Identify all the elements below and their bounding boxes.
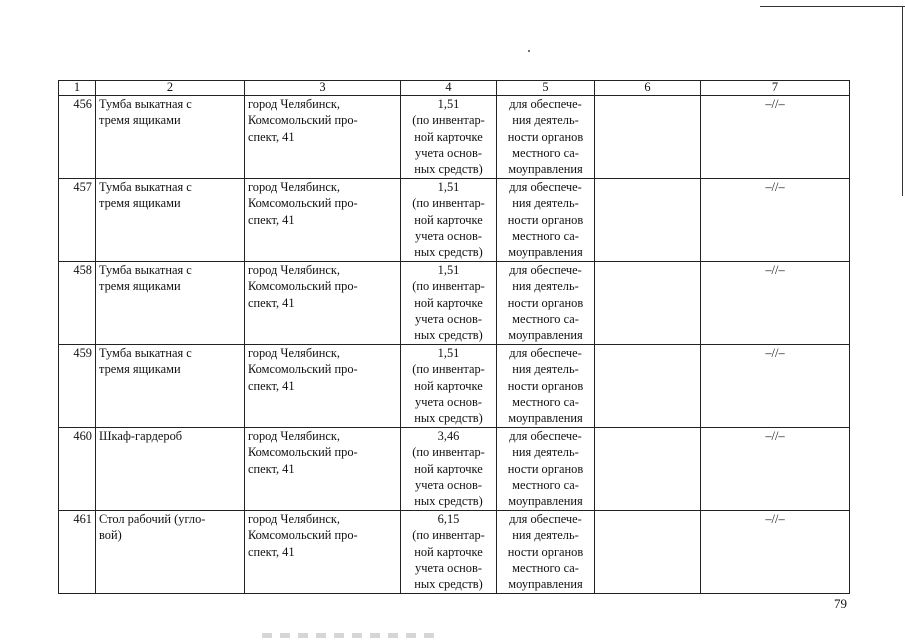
row-number: 457: [59, 179, 96, 262]
purpose-cell: [497, 262, 595, 345]
column-6-cell: [595, 345, 701, 428]
purpose-line: для обеспече-: [509, 512, 582, 526]
scan-speck: [528, 50, 530, 52]
address-line: спект, 41: [248, 461, 295, 476]
value-line: 1,51: [437, 346, 460, 360]
row-number: 458: [59, 262, 96, 345]
address-line: спект, 41: [248, 544, 295, 559]
value-line: ных средств): [414, 245, 483, 260]
value-line: ной карточке: [414, 212, 483, 227]
purpose-line: ния деятель-: [512, 362, 579, 377]
row-number: 460: [59, 428, 96, 511]
ditto-mark-cell: –//–: [701, 345, 850, 428]
item-name-cell: [96, 96, 245, 179]
value-line: ных средств): [414, 162, 483, 177]
address-line: Комсомольский про-: [248, 362, 358, 377]
purpose-line: ния деятель-: [512, 113, 579, 128]
address-line: город Челябинск,: [248, 512, 341, 526]
address-line: город Челябинск,: [248, 263, 341, 277]
purpose-line: ния деятель-: [512, 196, 579, 211]
address-line: спект, 41: [248, 212, 295, 227]
address-line: Комсомольский про-: [248, 196, 358, 211]
address-line: Комсомольский про-: [248, 113, 358, 128]
header-row: [59, 81, 850, 96]
address-line: спект, 41: [248, 295, 295, 310]
value-cell: [401, 511, 497, 594]
value-cell: [401, 428, 497, 511]
address-cell: [245, 262, 401, 345]
purpose-line: местного са-: [512, 477, 579, 492]
value-line: 1,51: [437, 180, 460, 194]
ditto-mark-cell: –//–: [701, 96, 850, 179]
purpose-line: ности органов: [507, 378, 584, 393]
item-name-line: Тумба выкатная с: [99, 346, 192, 360]
item-name-line: тремя ящиками: [99, 113, 181, 128]
column-6-cell: [595, 179, 701, 262]
value-line: (по инвентар-: [412, 279, 485, 294]
column-header: 4: [401, 81, 497, 96]
purpose-line: моуправления: [508, 411, 583, 426]
value-line: ной карточке: [414, 129, 483, 144]
purpose-line: ния деятель-: [512, 445, 579, 460]
value-line: учета основ-: [415, 560, 482, 575]
ditto-mark-cell: –//–: [701, 511, 850, 594]
purpose-line: для обеспече-: [509, 346, 582, 360]
purpose-line: местного са-: [512, 560, 579, 575]
value-line: ной карточке: [414, 295, 483, 310]
item-name-line: тремя ящиками: [99, 362, 181, 377]
value-line: (по инвентар-: [412, 362, 485, 377]
scan-edge-line-right: [902, 6, 903, 196]
column-header: 3: [245, 81, 401, 96]
address-cell: [245, 511, 401, 594]
value-line: 1,51: [437, 97, 460, 111]
value-line: (по инвентар-: [412, 528, 485, 543]
item-name-cell: [96, 511, 245, 594]
table-body: [59, 96, 850, 594]
column-header: 2: [96, 81, 245, 96]
value-cell: [401, 262, 497, 345]
purpose-cell: [497, 96, 595, 179]
purpose-line: для обеспече-: [509, 97, 582, 111]
purpose-line: моуправления: [508, 162, 583, 177]
address-line: город Челябинск,: [248, 346, 341, 360]
column-6-cell: [595, 262, 701, 345]
row-number: 456: [59, 96, 96, 179]
purpose-line: местного са-: [512, 311, 579, 326]
value-cell: [401, 345, 497, 428]
value-line: ных средств): [414, 411, 483, 426]
table-row: [59, 345, 850, 428]
item-name-cell: [96, 345, 245, 428]
item-name-line: Тумба выкатная с: [99, 180, 192, 194]
purpose-line: ности органов: [507, 212, 584, 227]
value-line: ной карточке: [414, 544, 483, 559]
value-line: учета основ-: [415, 477, 482, 492]
value-line: ных средств): [414, 494, 483, 509]
table-row: [59, 179, 850, 262]
item-name-line: Стол рабочий (угло-: [99, 512, 206, 526]
column-6-cell: [595, 511, 701, 594]
item-name-cell: [96, 428, 245, 511]
item-name-line: Шкаф-гардероб: [99, 429, 183, 443]
purpose-line: ности органов: [507, 461, 584, 476]
item-name-line: Тумба выкатная с: [99, 97, 192, 111]
column-6-cell: [595, 96, 701, 179]
value-line: 3,46: [437, 429, 460, 443]
table-row: [59, 96, 850, 179]
purpose-line: моуправления: [508, 328, 583, 343]
purpose-line: ния деятель-: [512, 528, 579, 543]
purpose-cell: [497, 428, 595, 511]
column-header: 1: [59, 81, 96, 96]
purpose-line: местного са-: [512, 145, 579, 160]
value-line: (по инвентар-: [412, 113, 485, 128]
address-line: Комсомольский про-: [248, 279, 358, 294]
value-line: учета основ-: [415, 228, 482, 243]
address-cell: [245, 179, 401, 262]
item-name-line: тремя ящиками: [99, 279, 181, 294]
address-line: город Челябинск,: [248, 429, 341, 443]
value-line: 6,15: [437, 512, 460, 526]
value-line: учета основ-: [415, 394, 482, 409]
purpose-line: для обеспече-: [509, 263, 582, 277]
value-line: ных средств): [414, 577, 483, 592]
value-line: ной карточке: [414, 378, 483, 393]
ditto-mark-cell: –//–: [701, 262, 850, 345]
purpose-line: ности органов: [507, 129, 584, 144]
purpose-line: моуправления: [508, 245, 583, 260]
value-line: ной карточке: [414, 461, 483, 476]
purpose-line: для обеспече-: [509, 429, 582, 443]
column-6-cell: [595, 428, 701, 511]
address-cell: [245, 428, 401, 511]
page-number: 79: [834, 596, 847, 611]
address-line: город Челябинск,: [248, 180, 341, 194]
value-line: 1,51: [437, 263, 460, 277]
column-header: 5: [497, 81, 595, 96]
address-cell: [245, 96, 401, 179]
table-row: [59, 262, 850, 345]
purpose-line: моуправления: [508, 494, 583, 509]
address-line: спект, 41: [248, 129, 295, 144]
purpose-line: местного са-: [512, 228, 579, 243]
purpose-line: местного са-: [512, 394, 579, 409]
inventory-table: [58, 80, 850, 594]
value-line: (по инвентар-: [412, 445, 485, 460]
value-line: ных средств): [414, 328, 483, 343]
address-cell: [245, 345, 401, 428]
item-name-cell: [96, 179, 245, 262]
purpose-cell: [497, 179, 595, 262]
value-line: учета основ-: [415, 311, 482, 326]
value-line: (по инвентар-: [412, 196, 485, 211]
item-name-cell: [96, 262, 245, 345]
value-cell: [401, 96, 497, 179]
purpose-line: ности органов: [507, 544, 584, 559]
row-number: 461: [59, 511, 96, 594]
purpose-cell: [497, 345, 595, 428]
item-name-line: Тумба выкатная с: [99, 263, 192, 277]
scan-bleed-through: [262, 633, 442, 638]
scan-edge-line-top: [760, 6, 905, 7]
purpose-line: ности органов: [507, 295, 584, 310]
row-number: 459: [59, 345, 96, 428]
ditto-mark-cell: –//–: [701, 179, 850, 262]
address-line: Комсомольский про-: [248, 528, 358, 543]
address-line: Комсомольский про-: [248, 445, 358, 460]
table-row: [59, 428, 850, 511]
purpose-line: ния деятель-: [512, 279, 579, 294]
value-line: учета основ-: [415, 145, 482, 160]
purpose-line: для обеспече-: [509, 180, 582, 194]
address-line: город Челябинск,: [248, 97, 341, 111]
address-line: спект, 41: [248, 378, 295, 393]
purpose-cell: [497, 511, 595, 594]
purpose-line: моуправления: [508, 577, 583, 592]
item-name-line: тремя ящиками: [99, 196, 181, 211]
item-name-line: вой): [99, 528, 122, 543]
ditto-mark-cell: –//–: [701, 428, 850, 511]
column-header: 7: [701, 81, 850, 96]
value-cell: [401, 179, 497, 262]
table-row: [59, 511, 850, 594]
column-header: 6: [595, 81, 701, 96]
